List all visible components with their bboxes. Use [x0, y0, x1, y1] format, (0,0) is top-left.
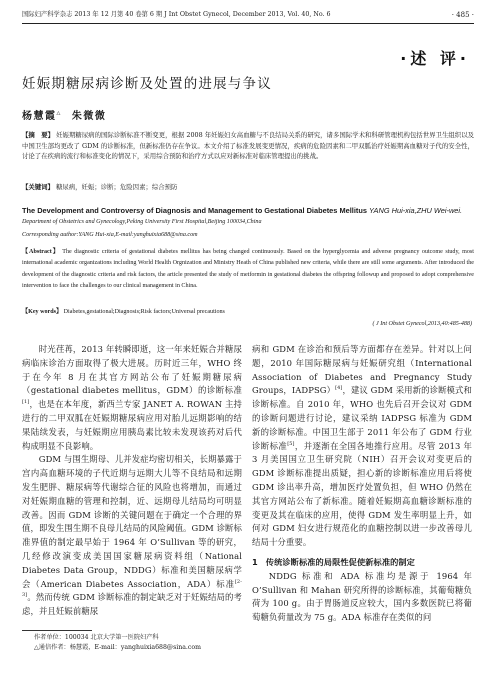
- header-rule: [22, 23, 474, 24]
- page-number: · 485 ·: [451, 11, 474, 19]
- body-text: NDDG 标准和 ADA 标准均是源于 1964 年 O’Sullivan 和 Mahan 研究所得的诊断标准，其葡萄糖负荷为 100 g。由于胃肠道反应较大，国内多数医院已将葡萄糖负荷量改为 75 g。ADA 标准存在类似的问: [252, 570, 472, 623]
- author-cn-1: 杨慧霞: [22, 111, 57, 122]
- abstract-cn-label: 【摘 要】: [22, 131, 55, 139]
- author-cn-2: 朱微微: [71, 111, 107, 122]
- keywords-cn-text: 糖尿病，妊娠；诊断；危险因素；综合预防: [56, 183, 178, 191]
- body-text: ，也是在本年度，新西兰专家 JANET A. ROWAN 主持进行的二甲双胍在妊娠期糖尿病应用对胎儿远期影响的结果陆续发表，与妊娠期应用胰岛素比较未发现该药对后代构成明显不良影响。: [22, 399, 242, 451]
- footnote-rule: [22, 630, 92, 631]
- body-column-left: [22, 343, 242, 619]
- corresponding-author-en: Corresponding author:YANG Hui-xia,E-mail:yanghuixia688@sina.com: [22, 232, 198, 238]
- keywords-en-text: Diabetes,gestational;Diagnosis;Risk factors;Universal precautions: [63, 309, 225, 315]
- article-title-en: [22, 206, 476, 215]
- section-heading-1: [252, 556, 472, 570]
- body-paragraph: [252, 570, 472, 625]
- keywords-cn-label: 【关键词】: [22, 183, 54, 191]
- footnotes: [34, 633, 201, 653]
- authors-cn: [22, 107, 106, 122]
- body-column-right: [252, 343, 472, 625]
- article-title-cn: 妊娠期糖尿病诊断及处置的进展与争议: [22, 76, 272, 92]
- body-paragraph: [22, 453, 242, 619]
- section-label: ·述 评·: [400, 49, 470, 68]
- running-head-journal: 国际妇产科学杂志 2013 年 12 月第 40 卷第 6 期 J Int Obstet Gynecol, December 2013, Vol. 40, No. 6: [22, 11, 331, 18]
- citation: ( J Int Obstet Gynecol,2013,40:485-488): [372, 321, 472, 327]
- body-text: 时光荏苒，2013 年转瞬即逝，这一年来妊娠合并糖尿病临床诊治方面取得了极大进展。历时近三年，WHO 终于在今年 8 月在其官方网站公布了妊娠期糖尿病（gestational diabetes mellitus，GDM）的诊断标准: [22, 344, 242, 396]
- reference-mark: [5]: [287, 440, 295, 447]
- body-text: 。然而传统 GDM 诊断标准的制定缺乏对于妊娠结局的考虑，并且妊娠前糖尿: [22, 592, 242, 617]
- running-head: [22, 8, 474, 22]
- body-paragraph: [22, 343, 242, 453]
- abstract-en: [22, 247, 474, 293]
- body-text: GDM 与围生期母、儿并发症均密切相关，长期暴露于宫内高血糖环境的子代近期与远期大儿等不良结局和远期发生肥胖、糖尿病等代谢综合征的风险也将增加，而通过对妊娠期血糖的管理和控制，近、远期母儿结局均可明显改善。因而 GDM 诊断的关键问题在于确定一个合理的界值，即发生围生期不良母儿结局的风险阈值。GDM 诊断标准界值的制定最早始于 1964 年 O’Sullivan 等的研究，几经修改演变成美国国家糖尿病资料组（National Diabetes Data Group，NDDG）标准和美国糖尿病学会（American Diabetes Association，ADA）标准: [22, 454, 242, 589]
- abstract-cn: [22, 130, 474, 162]
- reference-mark: [1]: [22, 399, 30, 406]
- footnote-affiliation: 作者单位：100034 北京大学第一医院妇产科: [34, 634, 159, 641]
- footnote-corresponding: △通信作者：杨慧霞，E-mail：yanghuixia688@sina.com: [34, 644, 201, 651]
- reference-mark: [2-3]: [22, 578, 242, 599]
- affiliation-en: Department of Obstetrics and Gynecology,Peking University First Hospital,Beijing 100034,China: [22, 219, 262, 225]
- title-en-text: The Development and Controversy of Diagnosis and Management to Gestational Diabetes Mellitus: [22, 206, 367, 215]
- body-text: ，建议 GDM 采用新的诊断模式和诊断标准。自 2010 年，WHO 也先后召开会议对 GDM 的诊断问题进行讨论，建议采纳 IADPSG 标准为 GDM 新的诊断标准。中国卫生部于 2011 年公布了 GDM 行业诊断标准: [252, 385, 472, 451]
- body-text: 病和 GDM 在诊治和预后等方面都存在差异。针对以上问题，2010 年国际糖尿病与妊娠研究组（International Association of Diabetes and Pregnancy Study Groups，IADPSG）: [252, 344, 472, 396]
- keywords-cn: [22, 182, 177, 191]
- section-heading-number: 1: [252, 556, 258, 567]
- reference-mark: [4]: [335, 385, 343, 392]
- body-text: ，并逐渐在全国各地推行应用。尽管 2013 年 3 月美国国立卫生研究院（NIH）召开会议对变更后的 GDM 诊断标准提出质疑，担心新的诊断标准应用后将使 GDM 诊出率升高，增加医疗处置负担，但 WHO 仍然在其官方网站公布了新标准。随着妊娠期高血糖诊断标准的变更及其在临床的应用，使得 GDM 发生率明显上升，如何对 GDM 妇女进行规范化的血糖控制以进一步改善母儿结局十分重要。: [252, 440, 472, 548]
- corresponding-mark: △: [56, 110, 62, 117]
- authors-en: YANG Hui-xia,ZHU Wei-wei.: [369, 206, 463, 215]
- abstract-en-text: The diagnostic criteria of gestational diabetes mellitus has being changed continuously. Based on the hyperglycemia and adverse pregnancy outcome study, most international academic organizations including World Health Orgnization and Ministry Heath of China published new criteria, while there are still some arguments. After introduced the development of the diagnostic criteria and risk factors, the article presented the study of metformin in gestational diabetes the offspring followup and proposed to adopt comprehensive intervention to face the challenges to our clinical management in China.: [22, 249, 475, 290]
- keywords-en: [22, 306, 225, 315]
- body-paragraph: [252, 343, 472, 550]
- keywords-en-label: 【Key words】: [22, 309, 63, 315]
- abstract-cn-text: 妊娠期糖尿病的国际诊断标准不断变更，根据 2008 年妊娠妇女高血糖与不良结局关系的研究，诸多国际学术和科研管理机构包括世界卫生组织以及中国卫生部均更改了 GDM 的诊断标准，但新标准仍存在争议。本文介绍了标准发展变更情况，疾病的危险因素和二甲双胍治疗妊娠期高血糖对子代的安全性，讨论了在疾病的流行和标准变化的情况下，采用综合预防和治疗方式以应对新标准对临床管理提出的挑战。: [22, 131, 474, 161]
- section-heading-text: 传统诊断标准的局限性促使新标准的制定: [265, 556, 415, 567]
- abstract-en-label: 【Abstract】: [22, 249, 60, 255]
